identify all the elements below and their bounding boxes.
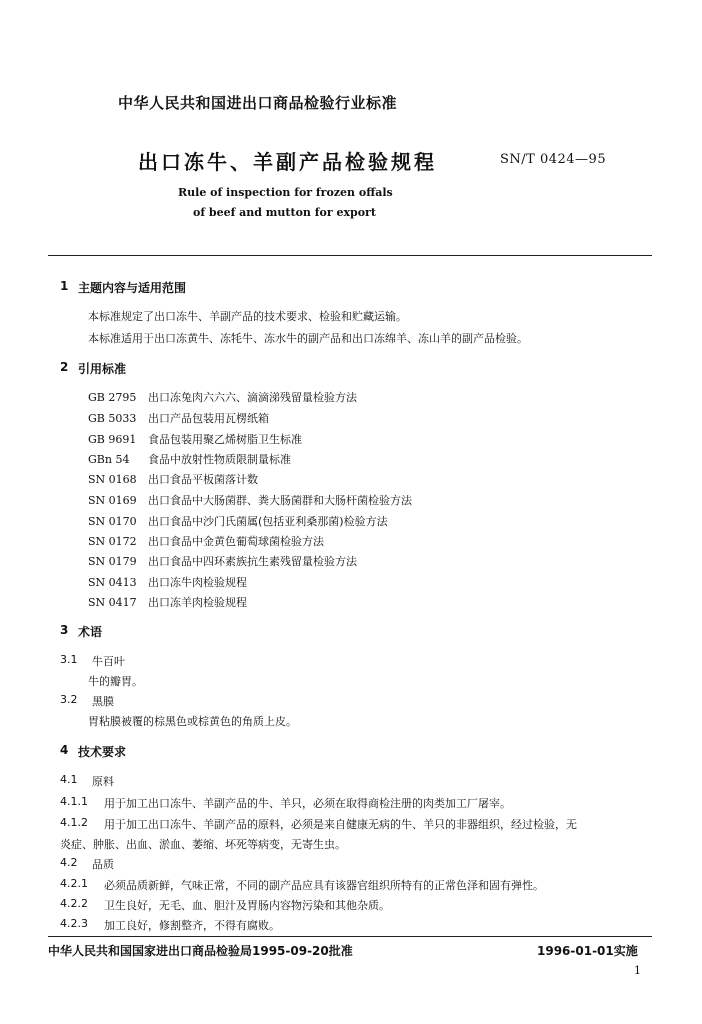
clause-4-2-title: 品质 — [92, 858, 114, 871]
reference-title: 出口食品中大肠菌群、粪大肠菌群和大肠杆菌检验方法 — [148, 494, 412, 507]
term-3-2-name: 黑膜 — [92, 695, 114, 708]
term-3-1-name: 牛百叶 — [92, 655, 125, 668]
page-number: 1 — [634, 964, 641, 977]
section-1-number: 1 — [60, 279, 69, 293]
reference-code: SN 0170 — [88, 515, 137, 528]
reference-item — [88, 553, 357, 569]
header-divider — [48, 255, 652, 256]
reference-title: 出口食品中四环素族抗生素残留量检验方法 — [148, 555, 357, 568]
clause-4-1-1-number: 4.1.1 — [60, 795, 88, 808]
reference-code: SN 0417 — [88, 596, 137, 609]
reference-item — [88, 389, 357, 405]
effective-date: 1996-01-01实施 — [537, 944, 638, 958]
reference-code: SN 0179 — [88, 555, 137, 568]
reference-item — [88, 574, 247, 590]
reference-title: 出口食品中金黄色葡萄球菌检验方法 — [148, 535, 324, 548]
clause-4-1-2-text-line-2: 炎症、肿胀、出血、淤血、萎缩、坏死等病变，无寄生虫。 — [60, 838, 346, 851]
clause-4-1-2-number: 4.1.2 — [60, 816, 88, 829]
term-3-1-number: 3.1 — [60, 653, 78, 666]
term-3-1-definition: 牛的瓣胃。 — [88, 675, 143, 688]
reference-code: GB 9691 — [88, 433, 137, 446]
section-2-number: 2 — [60, 360, 69, 374]
clause-4-2-number: 4.2 — [60, 856, 78, 869]
term-3-2-definition: 胃粘膜被覆的棕黑色或棕黄色的角质上皮。 — [88, 715, 297, 728]
reference-item — [88, 410, 269, 426]
reference-title: 食品中放射性物质限制量标准 — [148, 453, 291, 466]
section-1-heading: 主题内容与适用范围 — [78, 281, 187, 295]
reference-item — [88, 594, 247, 610]
section-3-heading: 术语 — [78, 625, 103, 639]
document-title: 出口冻牛、羊副产品检验规程 — [138, 150, 437, 174]
reference-title: 出口食品平板菌落计数 — [148, 473, 258, 486]
clause-4-1-1-text: 用于加工出口冻牛、羊副产品的牛、羊只，必须在取得商检注册的肉类加工厂屠宰。 — [104, 797, 511, 810]
section-4-heading: 技术要求 — [78, 745, 127, 759]
section-2-heading: 引用标准 — [78, 362, 127, 376]
english-title-line-2: of beef and mutton for export — [193, 206, 376, 219]
reference-title: 出口产品包装用瓦楞纸箱 — [148, 412, 269, 425]
reference-title: 出口食品中沙门氏菌属(包括亚利桑那菌)检验方法 — [148, 515, 388, 528]
issuing-org: 中华人民共和国进出口商品检验行业标准 — [118, 94, 398, 112]
clause-4-2-1-number: 4.2.1 — [60, 877, 88, 890]
reference-item — [88, 471, 258, 487]
clause-4-2-3-number: 4.2.3 — [60, 917, 88, 930]
section-3-number: 3 — [60, 623, 69, 637]
reference-item — [88, 513, 388, 529]
reference-title: 食品包装用聚乙烯树脂卫生标准 — [148, 433, 302, 446]
clause-4-2-2-text: 卫生良好，无毛、血、胆汁及胃肠内容物污染和其他杂质。 — [104, 899, 390, 912]
reference-item — [88, 492, 412, 508]
reference-code: SN 0168 — [88, 473, 137, 486]
clause-4-2-1-text: 必须品质新鲜，气味正常，不同的副产品应具有该器官组织所特有的正常色泽和固有弹性。 — [104, 879, 544, 892]
clause-4-1-title: 原料 — [92, 775, 114, 788]
reference-code: GB 2795 — [88, 391, 137, 404]
reference-item — [88, 431, 302, 447]
section-1-paragraph-1: 本标准规定了出口冻牛、羊副产品的技术要求、检验和贮藏运输。 — [88, 310, 407, 323]
reference-title: 出口冻兔肉六六六、滴滴涕残留量检验方法 — [148, 391, 357, 404]
section-1-paragraph-2: 本标准适用于出口冻黄牛、冻牦牛、冻水牛的副产品和出口冻绵羊、冻山羊的副产品检验。 — [88, 332, 528, 345]
standard-code: SN/T 0424—95 — [500, 152, 607, 167]
approval-statement: 中华人民共和国国家进出口商品检验局1995-09-20批准 — [48, 944, 353, 958]
reference-title: 出口冻牛肉检验规程 — [148, 576, 247, 589]
reference-code: GBn 54 — [88, 453, 130, 466]
term-3-2-number: 3.2 — [60, 693, 78, 706]
section-4-number: 4 — [60, 743, 69, 757]
reference-code: SN 0413 — [88, 576, 137, 589]
reference-code: GB 5033 — [88, 412, 137, 425]
reference-code: SN 0172 — [88, 535, 137, 548]
reference-title: 出口冻羊肉检验规程 — [148, 596, 247, 609]
clause-4-2-2-number: 4.2.2 — [60, 897, 88, 910]
footer-divider — [48, 936, 652, 937]
reference-item — [88, 533, 324, 549]
clause-4-1-number: 4.1 — [60, 773, 78, 786]
english-title-line-1: Rule of inspection for frozen offals — [178, 186, 393, 199]
clause-4-2-3-text: 加工良好，修割整齐，不得有腐败。 — [104, 919, 280, 932]
clause-4-1-2-text-line-1: 用于加工出口冻牛、羊副产品的原料，必须是来自健康无病的牛、羊只的非器组织，经过检验，无 — [104, 818, 577, 831]
reference-item — [88, 451, 291, 467]
reference-code: SN 0169 — [88, 494, 137, 507]
